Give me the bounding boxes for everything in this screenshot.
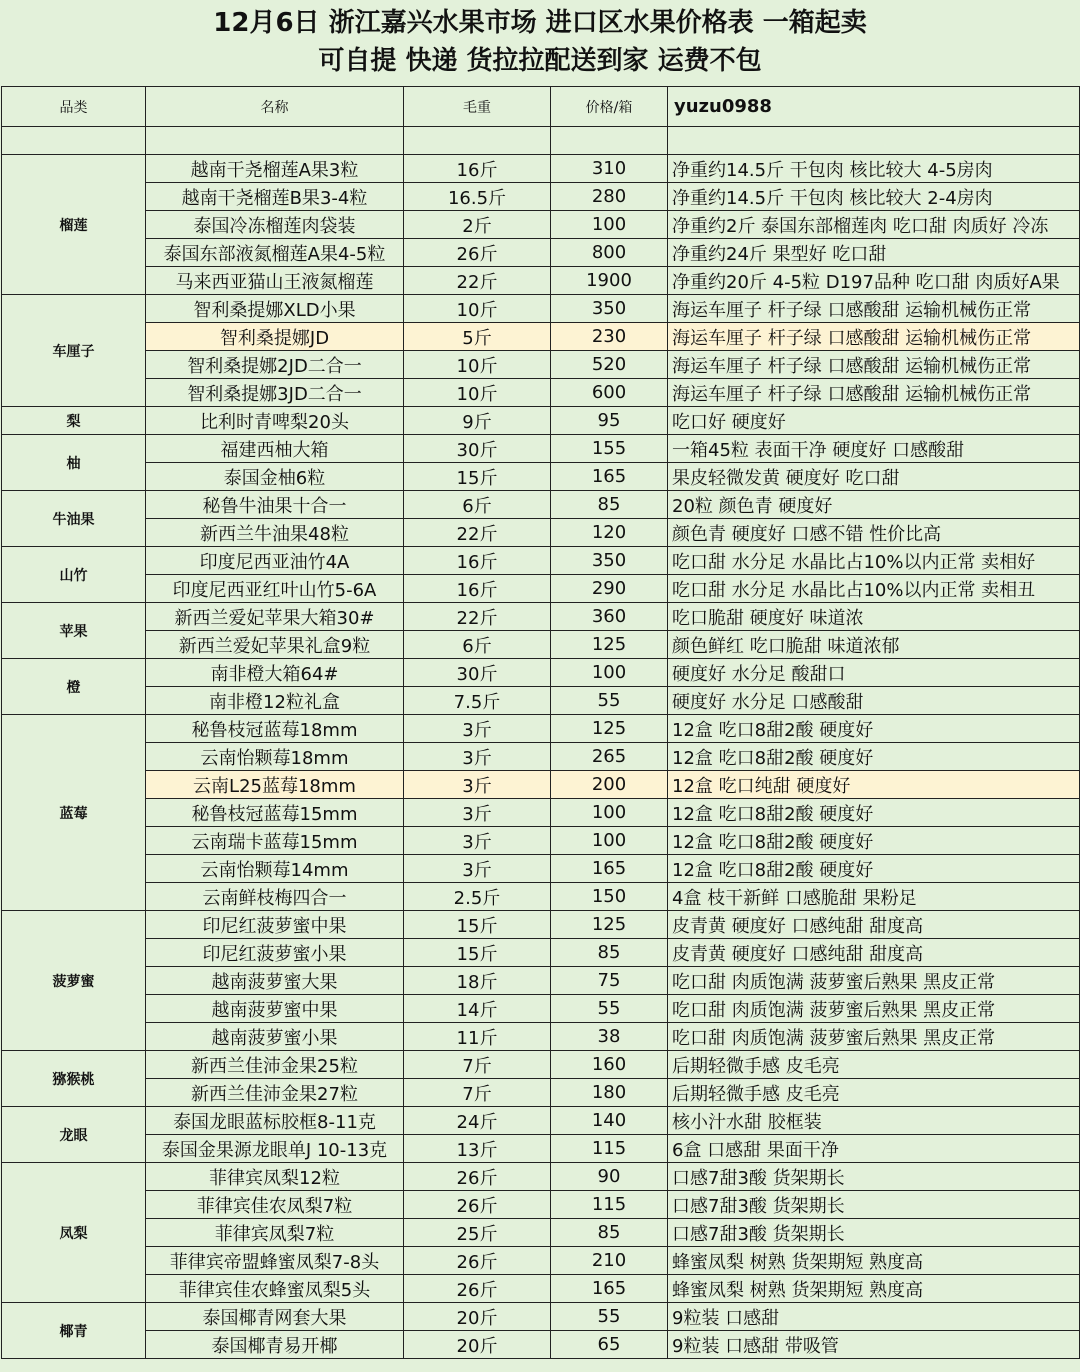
note-cell: 颜色鲜红 吃口脆甜 味道浓郁 — [668, 631, 1080, 659]
table-row — [2, 1079, 1080, 1107]
name-cell: 泰国椰青网套大果 — [146, 1303, 404, 1331]
name-cell: 云南怡颗莓18mm — [146, 743, 404, 771]
weight-cell: 15斤 — [404, 939, 551, 967]
price-cell: 210 — [551, 1247, 668, 1275]
name-cell: 越南菠萝蜜中果 — [146, 995, 404, 1023]
note-cell: 口感7甜3酸 货架期长 — [668, 1163, 1080, 1191]
note-cell: 蜂蜜凤梨 树熟 货架期短 熟度高 — [668, 1275, 1080, 1303]
name-cell: 菲律宾帝盟蜂蜜凤梨7-8头 — [146, 1247, 404, 1275]
weight-cell: 10斤 — [404, 295, 551, 323]
weight-cell: 14斤 — [404, 995, 551, 1023]
note-cell: 颜色青 硬度好 口感不错 性价比高 — [668, 519, 1080, 547]
weight-cell: 16斤 — [404, 547, 551, 575]
price-cell: 265 — [551, 743, 668, 771]
table-row — [2, 239, 1080, 267]
name-cell: 越南菠萝蜜大果 — [146, 967, 404, 995]
note-cell: 吃口甜 水分足 水晶比占10%以内正常 卖相丑 — [668, 575, 1080, 603]
table-row — [2, 1051, 1080, 1079]
name-cell: 智利桑提娜2JD二合一 — [146, 351, 404, 379]
category-cell: 凤梨 — [2, 1163, 146, 1303]
weight-cell: 2斤 — [404, 211, 551, 239]
header-weight: 毛重 — [404, 87, 551, 127]
name-cell: 云南鲜枝梅四合一 — [146, 883, 404, 911]
price-cell: 310 — [551, 155, 668, 183]
note-cell: 12盒 吃口8甜2酸 硬度好 — [668, 743, 1080, 771]
table-row — [2, 743, 1080, 771]
note-cell: 口感7甜3酸 货架期长 — [668, 1219, 1080, 1247]
price-cell: 90 — [551, 1163, 668, 1191]
note-cell: 9粒装 口感甜 带吸管 — [668, 1331, 1080, 1359]
price-cell: 800 — [551, 239, 668, 267]
name-cell: 云南怡颗莓14mm — [146, 855, 404, 883]
category-cell: 柚 — [2, 435, 146, 491]
table-row — [2, 911, 1080, 939]
price-cell: 165 — [551, 1275, 668, 1303]
name-cell: 印度尼西亚红叶山竹5-6A — [146, 575, 404, 603]
price-cell: 155 — [551, 435, 668, 463]
table-row — [2, 1191, 1080, 1219]
table-row — [2, 1163, 1080, 1191]
weight-cell: 3斤 — [404, 855, 551, 883]
table-row — [2, 1135, 1080, 1163]
table-row — [2, 575, 1080, 603]
title-line-1: 12月6日 浙江嘉兴水果市场 进口区水果价格表 一箱起卖 — [213, 8, 867, 38]
weight-cell: 30斤 — [404, 659, 551, 687]
price-cell: 115 — [551, 1191, 668, 1219]
name-cell: 印尼红菠萝蜜中果 — [146, 911, 404, 939]
weight-cell: 22斤 — [404, 603, 551, 631]
note-cell: 20粒 颜色青 硬度好 — [668, 491, 1080, 519]
weight-cell: 6斤 — [404, 491, 551, 519]
table-row — [2, 939, 1080, 967]
note-cell: 吃口脆甜 硬度好 味道浓 — [668, 603, 1080, 631]
table-row — [2, 1275, 1080, 1303]
weight-cell: 18斤 — [404, 967, 551, 995]
name-cell: 泰国东部液氮榴莲A果4-5粒 — [146, 239, 404, 267]
weight-cell: 7斤 — [404, 1079, 551, 1107]
category-cell: 龙眼 — [2, 1107, 146, 1163]
weight-cell: 30斤 — [404, 435, 551, 463]
weight-cell: 2.5斤 — [404, 883, 551, 911]
header-category: 品类 — [2, 87, 146, 127]
title-line-2: 可自提 快递 货拉拉配送到家 运费不包 — [318, 46, 762, 76]
price-cell: 520 — [551, 351, 668, 379]
table-row — [2, 1023, 1080, 1051]
table-row — [2, 519, 1080, 547]
blank-cell — [668, 127, 1080, 155]
table-row — [2, 323, 1080, 351]
price-cell: 75 — [551, 967, 668, 995]
price-cell: 140 — [551, 1107, 668, 1135]
note-cell: 净重约20斤 4-5粒 D197品种 吃口甜 肉质好A果 — [668, 267, 1080, 295]
weight-cell: 26斤 — [404, 1247, 551, 1275]
price-cell: 125 — [551, 715, 668, 743]
note-cell: 12盒 吃口8甜2酸 硬度好 — [668, 715, 1080, 743]
price-cell: 55 — [551, 1303, 668, 1331]
name-cell: 菲律宾凤梨12粒 — [146, 1163, 404, 1191]
price-cell: 350 — [551, 295, 668, 323]
name-cell: 南非橙12粒礼盒 — [146, 687, 404, 715]
price-cell: 290 — [551, 575, 668, 603]
table-row — [2, 183, 1080, 211]
weight-cell: 3斤 — [404, 715, 551, 743]
price-cell: 115 — [551, 1135, 668, 1163]
blank-cell — [551, 127, 668, 155]
name-cell: 云南瑞卡蓝莓15mm — [146, 827, 404, 855]
weight-cell: 13斤 — [404, 1135, 551, 1163]
table-row — [2, 603, 1080, 631]
header-row — [2, 87, 1080, 127]
price-cell: 360 — [551, 603, 668, 631]
weight-cell: 26斤 — [404, 1163, 551, 1191]
price-table — [1, 86, 1080, 1359]
weight-cell: 24斤 — [404, 1107, 551, 1135]
note-cell: 海运车厘子 杆子绿 口感酸甜 运输机械伤正常 — [668, 379, 1080, 407]
note-cell: 果皮轻微发黄 硬度好 吃口甜 — [668, 463, 1080, 491]
category-cell: 车厘子 — [2, 295, 146, 407]
weight-cell: 20斤 — [404, 1331, 551, 1359]
weight-cell: 6斤 — [404, 631, 551, 659]
price-cell: 85 — [551, 939, 668, 967]
price-cell: 230 — [551, 323, 668, 351]
note-cell: 吃口甜 肉质饱满 菠萝蜜后熟果 黑皮正常 — [668, 1023, 1080, 1051]
category-cell: 苹果 — [2, 603, 146, 659]
blank-cell — [146, 127, 404, 155]
weight-cell: 16斤 — [404, 575, 551, 603]
price-cell: 180 — [551, 1079, 668, 1107]
weight-cell: 15斤 — [404, 911, 551, 939]
note-cell: 吃口甜 肉质饱满 菠萝蜜后熟果 黑皮正常 — [668, 967, 1080, 995]
note-cell: 一箱45粒 表面干净 硬度好 口感酸甜 — [668, 435, 1080, 463]
name-cell: 越南菠萝蜜小果 — [146, 1023, 404, 1051]
note-cell: 口感7甜3酸 货架期长 — [668, 1191, 1080, 1219]
price-cell: 125 — [551, 631, 668, 659]
name-cell: 泰国金果源龙眼单J 10-13克 — [146, 1135, 404, 1163]
table-row — [2, 351, 1080, 379]
price-cell: 120 — [551, 519, 668, 547]
price-cell: 100 — [551, 211, 668, 239]
name-cell: 云南L25蓝莓18mm — [146, 771, 404, 799]
table-row — [2, 855, 1080, 883]
note-cell: 海运车厘子 杆子绿 口感酸甜 运输机械伤正常 — [668, 351, 1080, 379]
note-cell: 吃口甜 水分足 水晶比占10%以内正常 卖相好 — [668, 547, 1080, 575]
price-cell: 100 — [551, 799, 668, 827]
name-cell: 秘鲁枝冠蓝莓15mm — [146, 799, 404, 827]
name-cell: 秘鲁牛油果十合一 — [146, 491, 404, 519]
note-cell: 12盒 吃口8甜2酸 硬度好 — [668, 855, 1080, 883]
price-cell: 165 — [551, 855, 668, 883]
note-cell: 后期轻微手感 皮毛亮 — [668, 1051, 1080, 1079]
name-cell: 比利时青啤梨20头 — [146, 407, 404, 435]
note-cell: 海运车厘子 杆子绿 口感酸甜 运输机械伤正常 — [668, 295, 1080, 323]
note-cell: 12盒 吃口8甜2酸 硬度好 — [668, 799, 1080, 827]
price-cell: 160 — [551, 1051, 668, 1079]
table-row — [2, 295, 1080, 323]
category-cell: 蓝莓 — [2, 715, 146, 911]
header-name: 名称 — [146, 87, 404, 127]
table-row — [2, 687, 1080, 715]
price-cell: 100 — [551, 659, 668, 687]
weight-cell: 26斤 — [404, 239, 551, 267]
table-row — [2, 1303, 1080, 1331]
note-cell: 硬度好 水分足 酸甜口 — [668, 659, 1080, 687]
price-cell: 100 — [551, 827, 668, 855]
table-row — [2, 967, 1080, 995]
price-cell: 95 — [551, 407, 668, 435]
name-cell: 菲律宾凤梨7粒 — [146, 1219, 404, 1247]
category-cell: 菠萝蜜 — [2, 911, 146, 1051]
note-cell: 后期轻微手感 皮毛亮 — [668, 1079, 1080, 1107]
weight-cell: 11斤 — [404, 1023, 551, 1051]
table-row — [2, 631, 1080, 659]
price-cell: 280 — [551, 183, 668, 211]
note-cell: 皮青黄 硬度好 口感纯甜 甜度高 — [668, 939, 1080, 967]
name-cell: 智利桑提娜XLD小果 — [146, 295, 404, 323]
weight-cell: 10斤 — [404, 351, 551, 379]
weight-cell: 26斤 — [404, 1191, 551, 1219]
weight-cell: 25斤 — [404, 1219, 551, 1247]
name-cell: 菲律宾佳农蜂蜜凤梨5头 — [146, 1275, 404, 1303]
weight-cell: 22斤 — [404, 519, 551, 547]
note-cell: 吃口好 硬度好 — [668, 407, 1080, 435]
category-cell: 山竹 — [2, 547, 146, 603]
name-cell: 泰国龙眼蓝标胶框8-11克 — [146, 1107, 404, 1135]
price-cell: 38 — [551, 1023, 668, 1051]
price-cell: 165 — [551, 463, 668, 491]
weight-cell: 3斤 — [404, 771, 551, 799]
header-price: 价格/箱 — [551, 87, 668, 127]
name-cell: 秘鲁枝冠蓝莓18mm — [146, 715, 404, 743]
weight-cell: 3斤 — [404, 743, 551, 771]
note-cell: 4盒 枝干新鲜 口感脆甜 果粉足 — [668, 883, 1080, 911]
price-cell: 600 — [551, 379, 668, 407]
price-cell: 200 — [551, 771, 668, 799]
table-row — [2, 1219, 1080, 1247]
price-cell: 85 — [551, 491, 668, 519]
weight-cell: 5斤 — [404, 323, 551, 351]
weight-cell: 9斤 — [404, 407, 551, 435]
table-row — [2, 1107, 1080, 1135]
name-cell: 智利桑提娜3JD二合一 — [146, 379, 404, 407]
table-row — [2, 155, 1080, 183]
price-cell: 150 — [551, 883, 668, 911]
price-cell: 350 — [551, 547, 668, 575]
name-cell: 新西兰爱妃苹果礼盒9粒 — [146, 631, 404, 659]
category-cell: 梨 — [2, 407, 146, 435]
note-cell: 净重约14.5斤 干包肉 核比较大 4-5房肉 — [668, 155, 1080, 183]
note-cell: 9粒装 口感甜 — [668, 1303, 1080, 1331]
name-cell: 越南干尧榴莲A果3粒 — [146, 155, 404, 183]
note-cell: 海运车厘子 杆子绿 口感酸甜 运输机械伤正常 — [668, 323, 1080, 351]
weight-cell: 15斤 — [404, 463, 551, 491]
table-row — [2, 547, 1080, 575]
name-cell: 印度尼西亚油竹4A — [146, 547, 404, 575]
table-row — [2, 463, 1080, 491]
table-row — [2, 379, 1080, 407]
note-cell: 净重约2斤 泰国东部榴莲肉 吃口甜 肉质好 冷冻 — [668, 211, 1080, 239]
name-cell: 南非橙大箱64# — [146, 659, 404, 687]
table-row — [2, 715, 1080, 743]
price-cell: 85 — [551, 1219, 668, 1247]
table-row — [2, 491, 1080, 519]
table-row — [2, 267, 1080, 295]
weight-cell: 7斤 — [404, 1051, 551, 1079]
weight-cell: 26斤 — [404, 1275, 551, 1303]
weight-cell: 20斤 — [404, 1303, 551, 1331]
header-contact: yuzu0988 — [668, 87, 1080, 127]
category-cell: 榴莲 — [2, 155, 146, 295]
weight-cell: 16.5斤 — [404, 183, 551, 211]
category-cell: 猕猴桃 — [2, 1051, 146, 1107]
table-row — [2, 827, 1080, 855]
name-cell: 新西兰爱妃苹果大箱30# — [146, 603, 404, 631]
note-cell: 吃口甜 肉质饱满 菠萝蜜后熟果 黑皮正常 — [668, 995, 1080, 1023]
name-cell: 泰国椰青易开椰 — [146, 1331, 404, 1359]
name-cell: 泰国金柚6粒 — [146, 463, 404, 491]
note-cell: 蜂蜜凤梨 树熟 货架期短 熟度高 — [668, 1247, 1080, 1275]
category-cell: 椰青 — [2, 1303, 146, 1359]
note-cell: 6盒 口感甜 果面干净 — [668, 1135, 1080, 1163]
note-cell: 核小汁水甜 胶框装 — [668, 1107, 1080, 1135]
name-cell: 马来西亚猫山王液氮榴莲 — [146, 267, 404, 295]
name-cell: 新西兰牛油果48粒 — [146, 519, 404, 547]
price-cell: 55 — [551, 995, 668, 1023]
name-cell: 越南干尧榴莲B果3-4粒 — [146, 183, 404, 211]
price-cell: 1900 — [551, 267, 668, 295]
weight-cell: 22斤 — [404, 267, 551, 295]
price-cell: 125 — [551, 911, 668, 939]
table-row — [2, 435, 1080, 463]
note-cell: 12盒 吃口8甜2酸 硬度好 — [668, 827, 1080, 855]
table-row — [2, 883, 1080, 911]
name-cell: 新西兰佳沛金果25粒 — [146, 1051, 404, 1079]
note-cell: 12盒 吃口纯甜 硬度好 — [668, 771, 1080, 799]
note-cell: 净重约14.5斤 干包肉 核比较大 2-4房肉 — [668, 183, 1080, 211]
name-cell: 新西兰佳沛金果27粒 — [146, 1079, 404, 1107]
table-row — [2, 995, 1080, 1023]
price-cell: 65 — [551, 1331, 668, 1359]
weight-cell: 7.5斤 — [404, 687, 551, 715]
name-cell: 福建西柚大箱 — [146, 435, 404, 463]
table-row — [2, 799, 1080, 827]
table-row — [2, 659, 1080, 687]
table-row — [2, 1331, 1080, 1359]
weight-cell: 3斤 — [404, 799, 551, 827]
blank-cell — [2, 127, 146, 155]
note-cell: 皮青黄 硬度好 口感纯甜 甜度高 — [668, 911, 1080, 939]
name-cell: 智利桑提娜JD — [146, 323, 404, 351]
weight-cell: 3斤 — [404, 827, 551, 855]
category-cell: 牛油果 — [2, 491, 146, 547]
table-row — [2, 771, 1080, 799]
blank-cell — [404, 127, 551, 155]
name-cell: 泰国冷冻榴莲肉袋装 — [146, 211, 404, 239]
table-row — [2, 211, 1080, 239]
note-cell: 硬度好 水分足 口感酸甜 — [668, 687, 1080, 715]
table-row — [2, 1247, 1080, 1275]
blank-row — [2, 127, 1080, 155]
table-row — [2, 407, 1080, 435]
name-cell: 菲律宾佳农凤梨7粒 — [146, 1191, 404, 1219]
category-cell: 橙 — [2, 659, 146, 715]
price-cell: 55 — [551, 687, 668, 715]
weight-cell: 16斤 — [404, 155, 551, 183]
note-cell: 净重约24斤 果型好 吃口甜 — [668, 239, 1080, 267]
weight-cell: 10斤 — [404, 379, 551, 407]
name-cell: 印尼红菠萝蜜小果 — [146, 939, 404, 967]
